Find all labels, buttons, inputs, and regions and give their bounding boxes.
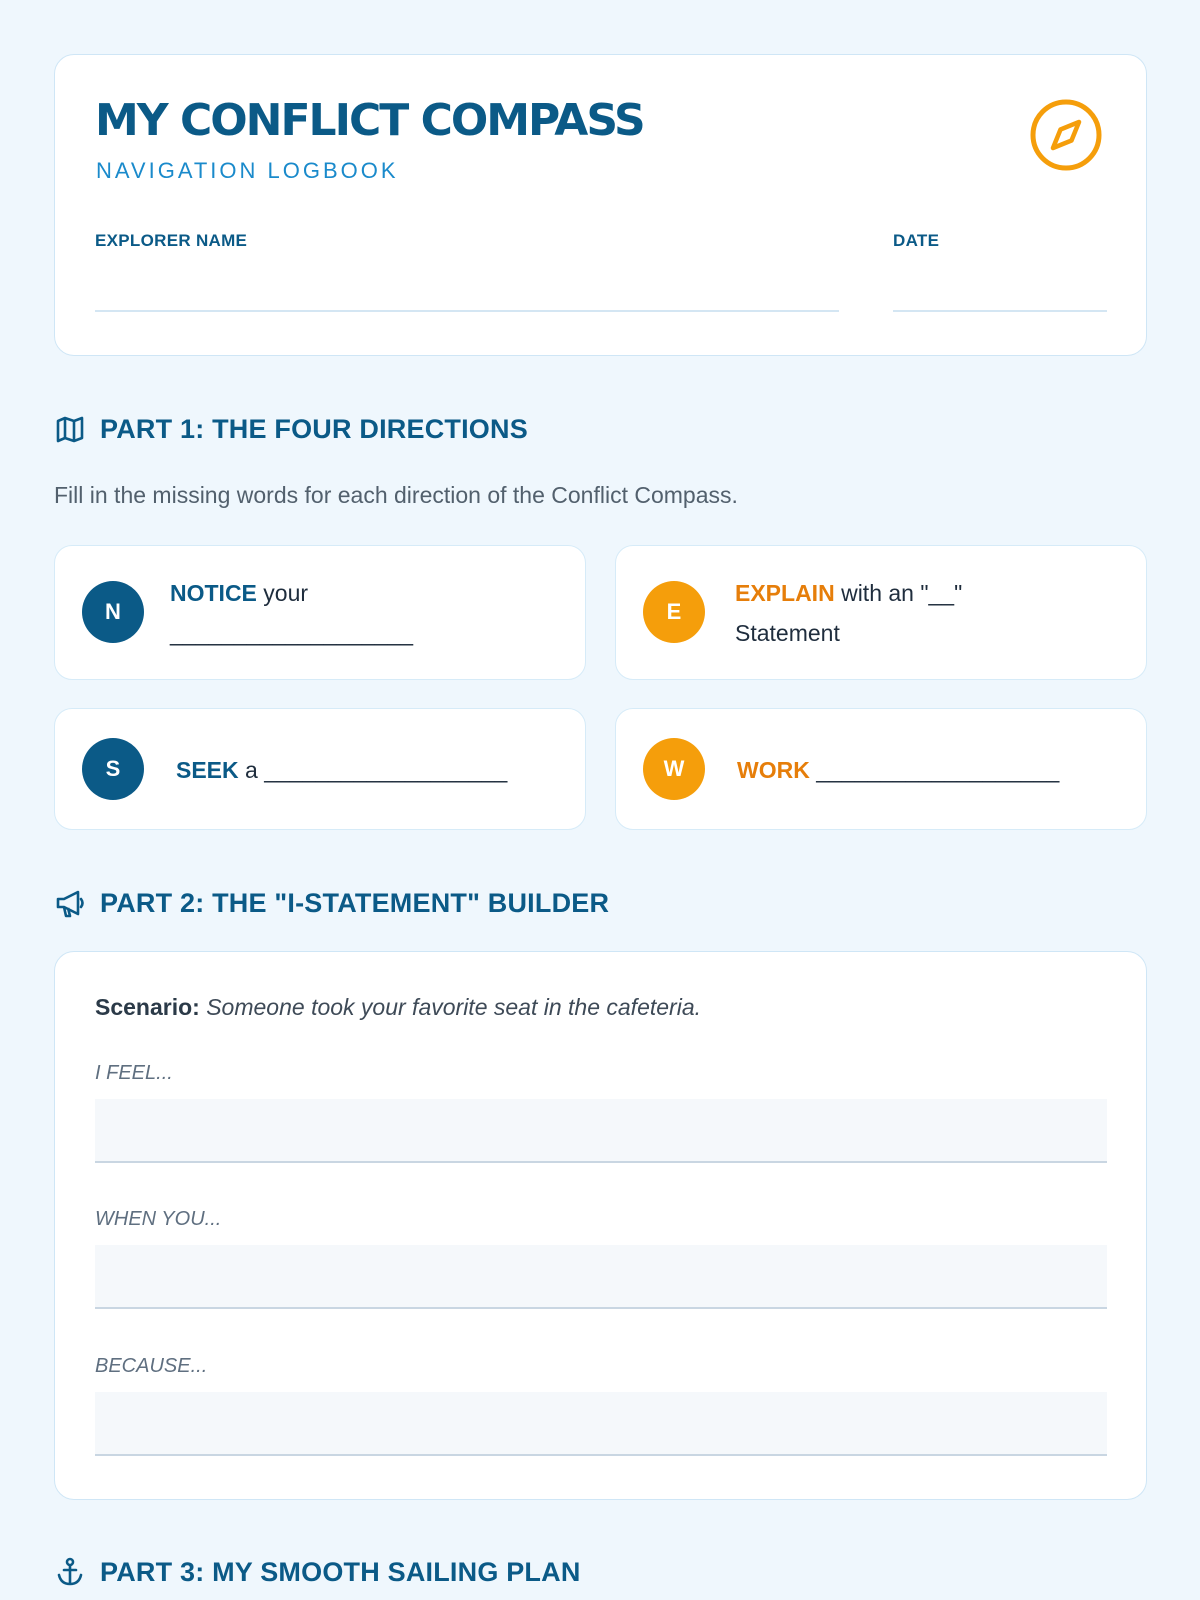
keyword-work: WORK (737, 757, 810, 783)
direction-text-west (737, 750, 1126, 790)
explorer-name-label: EXPLORER NAME (95, 231, 248, 250)
badge-n: N (82, 581, 144, 643)
part2-heading-text: PART 2: THE "I-STATEMENT" BUILDER (100, 887, 610, 918)
direction-card-west (615, 708, 1147, 830)
answer-blank[interactable]: ___________________ (816, 757, 1060, 783)
keyword-explain: EXPLAIN (735, 580, 835, 606)
direction-card-east (615, 545, 1147, 680)
scenario (95, 994, 701, 1021)
direction-text-south (176, 750, 565, 790)
direction-rest[interactable]: with an "__" (841, 580, 963, 606)
direction-text-north (170, 573, 565, 653)
page-title: MY CONFLICT COMPASS (95, 95, 644, 146)
direction-text-east (735, 573, 1126, 653)
compass-icon (1028, 97, 1104, 173)
part3-heading-text: PART 3: MY SMOOTH SAILING PLAN (100, 1556, 581, 1587)
scenario-label: Scenario: (95, 994, 200, 1020)
part3-heading (54, 1556, 581, 1588)
badge-s: S (82, 738, 144, 800)
badge-e: E (643, 581, 705, 643)
keyword-notice: NOTICE (170, 580, 257, 606)
date-label: DATE (893, 231, 940, 250)
part1-instruction: Fill in the missing words for each direction of the Conflict Compass. (54, 482, 738, 508)
direction-card-south (54, 708, 586, 830)
direction-card-north (54, 545, 586, 680)
direction-rest: your (263, 580, 309, 606)
keyword-seek: SEEK (176, 757, 239, 783)
megaphone-icon (54, 887, 86, 919)
anchor-icon (54, 1556, 86, 1588)
answer-blank[interactable]: ___________________ (170, 620, 414, 646)
prompt-i-feel-label: I FEEL... (95, 1062, 173, 1084)
direction-line2: Statement (735, 620, 840, 646)
page-subtitle: NAVIGATION LOGBOOK (96, 158, 399, 183)
i-feel-input[interactable] (95, 1099, 1107, 1163)
because-input[interactable] (95, 1392, 1107, 1456)
header-card (54, 54, 1147, 356)
scenario-text: Someone took your favorite seat in the cafeteria. (206, 994, 701, 1020)
prompt-when-you-label: WHEN YOU... (95, 1208, 222, 1230)
badge-w: W (643, 738, 705, 800)
when-you-input[interactable] (95, 1245, 1107, 1309)
map-icon (54, 413, 86, 445)
answer-blank[interactable]: a ___________________ (245, 757, 508, 783)
explorer-name-field[interactable] (95, 310, 839, 312)
part2-heading (54, 887, 609, 919)
date-field[interactable] (893, 310, 1107, 312)
prompt-because-label: BECAUSE... (95, 1355, 208, 1377)
i-statement-builder-card (54, 951, 1147, 1500)
part1-heading-text: PART 1: THE FOUR DIRECTIONS (100, 413, 528, 444)
part1-heading (54, 413, 528, 445)
